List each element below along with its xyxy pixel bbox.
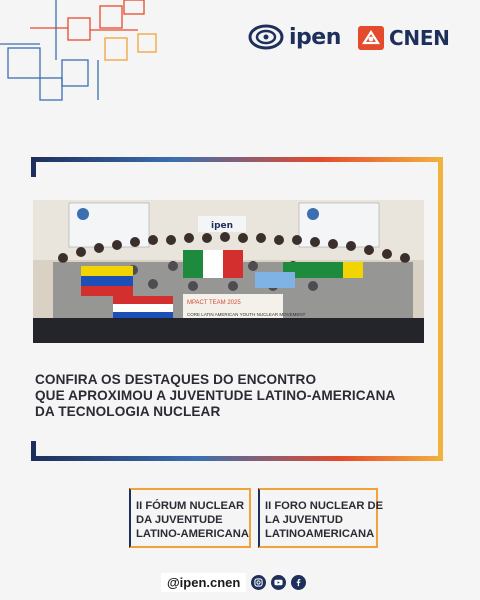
headline bbox=[35, 372, 435, 420]
ipen-swirl-icon bbox=[248, 24, 284, 50]
event-pt-line-2: DA JUVENTUDE bbox=[136, 514, 223, 526]
event-box-portuguese bbox=[129, 488, 251, 548]
banner-text-2: CORE LATIN AMERICAN YOUTH NUCLEAR MOVEMENT bbox=[187, 312, 306, 317]
frame-left-top-bar bbox=[31, 157, 36, 177]
event-pt-line-3: LATINO-AMERICANA bbox=[136, 528, 249, 540]
event-box-spanish bbox=[258, 488, 384, 548]
ipen-logo[interactable] bbox=[248, 24, 341, 50]
headline-line-2: QUE APROXIMOU A JUVENTUDE LATINO-AMERICANA bbox=[35, 388, 396, 403]
ipen-logo-label: ipen bbox=[289, 24, 341, 50]
social-handle[interactable]: @ipen.cnen bbox=[161, 573, 246, 592]
event-es-line-3: LATINOAMERICANA bbox=[265, 528, 375, 540]
headline-line-3: DA TECNOLOGIA NUCLEAR bbox=[35, 404, 221, 419]
frame-bottom-bar bbox=[31, 456, 443, 461]
youtube-icon[interactable] bbox=[271, 575, 286, 590]
frame-top-bar bbox=[31, 157, 443, 162]
event-es-line-2: LA JUVENTUD bbox=[265, 514, 343, 526]
instagram-icon[interactable] bbox=[251, 575, 266, 590]
facebook-icon[interactable] bbox=[291, 575, 306, 590]
cnen-mark-icon bbox=[358, 26, 384, 50]
decorative-squares bbox=[0, 0, 170, 105]
event-pt-line-1: II FÓRUM NUCLEAR bbox=[136, 500, 245, 512]
screen-logo-text: ipen bbox=[211, 221, 234, 231]
cnen-logo[interactable] bbox=[358, 26, 450, 50]
frame-right-bar bbox=[438, 157, 443, 461]
group-photo bbox=[33, 200, 424, 343]
event-es-line-1: II FORO NUCLEAR DE bbox=[265, 500, 384, 512]
headline-line-1: CONFIRA OS DESTAQUES DO ENCONTRO bbox=[35, 372, 317, 387]
frame-left-bottom-bar bbox=[31, 441, 36, 461]
banner-text-1: MPACT TEAM 2025 bbox=[187, 300, 241, 306]
social-footer bbox=[161, 571, 306, 593]
cnen-logo-label: CNEN bbox=[389, 26, 450, 50]
